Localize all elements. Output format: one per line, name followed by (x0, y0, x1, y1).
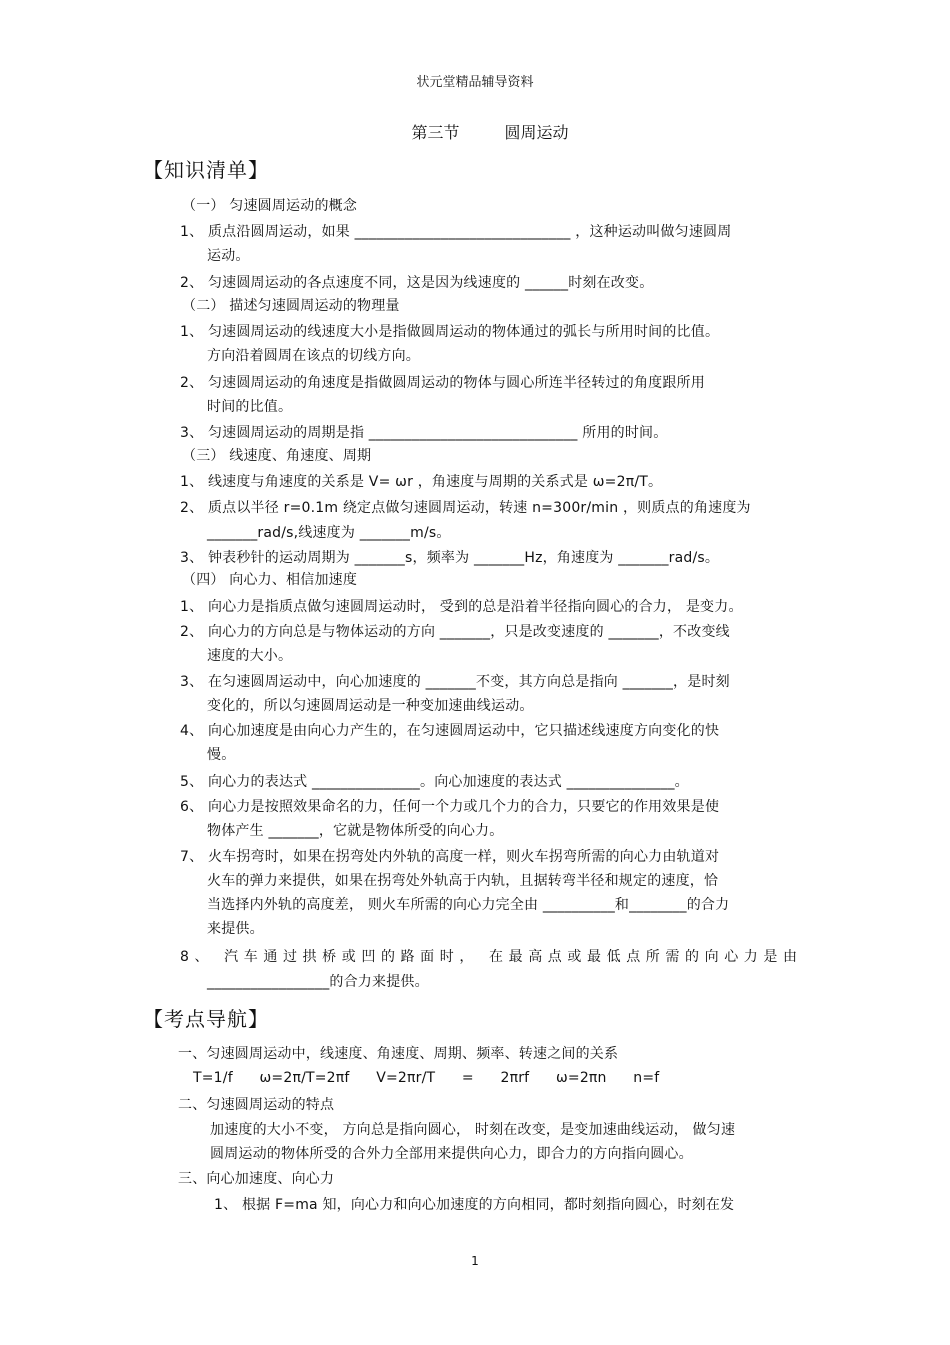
subsection-heading: （四） 向心力、相信加速度 (182, 572, 358, 588)
formula-line: T=1/f ω=2π/T=2πf V=2πr/T = 2πrf ω=2πn n=f (193, 1070, 660, 1086)
list-item-continuation: 运动。 (207, 248, 250, 264)
subsection-heading: （三） 线速度、角速度、周期 (182, 448, 372, 464)
list-item-continuation: 火车的弹力来提供，如果在拐弯处外轨高于内轨，且据转弯半径和规定的速度，恰 (207, 873, 719, 889)
page-header: 状元堂精品辅导资料 (416, 75, 534, 90)
list-item: 2、 向心力的方向总是与物体运动的方向 _______，只是改变速度的 _______，不改变线 (180, 624, 730, 640)
list-item: 1、 根据 F=ma 知，向心力和向心加速度的方向相同，都时刻指向圆心，时刻在发 (214, 1197, 735, 1213)
section-heading-exam: 【考点导航】 (143, 1007, 269, 1031)
page-number: 1 (471, 1254, 479, 1268)
subsection-heading: （二） 描述匀速圆周运动的物理量 (182, 298, 400, 314)
list-item-continuation: 来提供。 (207, 921, 264, 937)
list-item: 7、 火车拐弯时，如果在拐弯处内外轨的高度一样，则火车拐弯所需的向心力由轨道对 (180, 849, 720, 865)
list-item: 3、 在匀速圆周运动中，向心加速度的 _______不变，其方向总是指向 _______，是时刻 (180, 674, 730, 690)
list-item: 5、 向心力的表达式 _______________。向心加速度的表达式 _______________。 (180, 774, 689, 790)
exam-point-heading: 一、匀速圆周运动中，线速度、角速度、周期、频率、转速之间的关系 (178, 1046, 619, 1062)
paragraph-line: 加速度的大小不变， 方向总是指向圆心， 时刻在改变，是变加速曲线运动， 做匀速 (210, 1122, 736, 1138)
list-item: 6、 向心力是按照效果命名的力，任何一个力或几个力的合力，只要它的作用效果是使 (180, 799, 720, 815)
list-item: 2、 质点以半径 r=0.1m 绕定点做匀速圆周运动，转速 n=300r/min ，则质点的角速度为 (180, 500, 751, 516)
list-item: 1、 向心力是指质点做匀速圆周运动时， 受到的总是沿着半径指向圆心的合力， 是变力。 (180, 599, 743, 615)
list-item-continuation: 方向沿着圆周在该点的切线方向。 (207, 348, 420, 364)
list-item: 4、 向心加速度是由向心力产生的，在匀速圆周运动中，它只描述线速度方向变化的快 (180, 723, 720, 739)
list-item: 1、 线速度与角速度的关系是 V= ωr ，角速度与周期的关系式是 ω=2π/T。 (180, 474, 663, 490)
list-item-continuation: _________________的合力来提供。 (207, 974, 429, 990)
list-item: 3、 钟表秒针的运动周期为 _______s，频率为 _______Hz，角速度为 _______rad/s。 (180, 550, 720, 566)
list-item-continuation: 当选择内外轨的高度差， 则火车所需的向心力完全由 __________和________的合力 (207, 897, 730, 913)
section-heading-knowledge: 【知识清单】 (143, 158, 269, 182)
paragraph-line: 圆周运动的物体所受的合外力全部用来提供向心力，即合力的方向指向圆心。 (210, 1146, 693, 1162)
list-item-continuation: 速度的大小。 (207, 648, 293, 664)
list-item: 1、 匀速圆周运动的线速度大小是指做圆周运动的物体通过的弧长与所用时间的比值。 (180, 324, 720, 340)
list-item: 8、 汽车通过拱桥或凹的路面时， 在最高点或最低点所需的向心力是由 (180, 949, 803, 965)
exam-point-heading: 三、向心加速度、向心力 (178, 1171, 335, 1187)
list-item: 2、 匀速圆周运动的各点速度不同，这是因为线速度的 ______时刻在改变。 (180, 275, 654, 291)
list-item-continuation: 慢。 (207, 747, 236, 763)
list-item: 1、 质点沿圆周运动，如果 ______________________________ ，这种运动叫做匀速圆周 (180, 224, 732, 240)
list-item: 3、 匀速圆周运动的周期是指 _____________________________ 所用的时间。 (180, 425, 668, 441)
list-item-continuation: _______rad/s,线速度为 _______m/s。 (207, 525, 451, 541)
list-item-continuation: 物体产生 _______，它就是物体所受的向心力。 (207, 823, 504, 839)
list-item-continuation: 变化的，所以匀速圆周运动是一种变加速曲线运动。 (207, 698, 534, 714)
subsection-heading: （一） 匀速圆周运动的概念 (182, 198, 358, 214)
list-item-continuation: 时间的比值。 (207, 399, 293, 415)
list-item: 2、 匀速圆周运动的角速度是指做圆周运动的物体与圆心所连半径转过的角度跟所用 (180, 375, 705, 391)
exam-point-heading: 二、匀速圆周运动的特点 (178, 1097, 335, 1113)
page-title: 第三节 圆周运动 (411, 123, 569, 142)
